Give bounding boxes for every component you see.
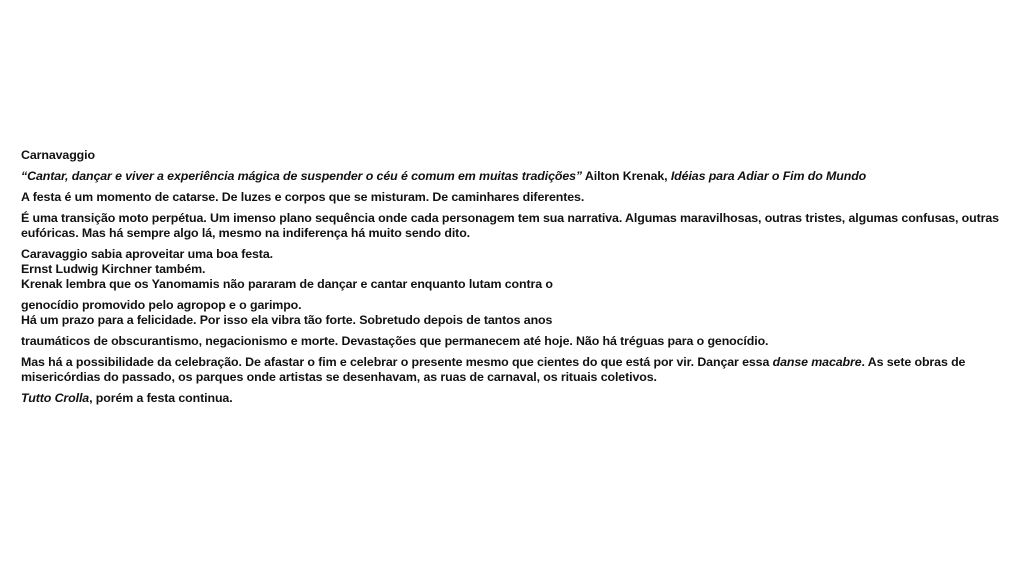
paragraph-4-line-2: Há um prazo para a felicidade. Por isso ela vibra tão forte. Sobretudo depois de tantos anos bbox=[21, 313, 553, 327]
paragraph-4-line-1: genocídio promovido pelo agropop e o garimpo. bbox=[21, 298, 302, 312]
epigraph-quote: “Cantar, dançar e viver a experiência mágica de suspender o céu é comum em muitas tradições” bbox=[21, 169, 583, 183]
paragraph-3 bbox=[21, 247, 1006, 292]
paragraph-7-emphasis: Tutto Crolla bbox=[21, 391, 90, 405]
paragraph-7: Tutto Crolla, porém a festa continua. bbox=[21, 391, 233, 405]
paragraph-5: traumáticos de obscurantismo, negacionismo e morte. Devastações que permanecem até hoje. Não há tréguas para o genocídio. bbox=[21, 334, 769, 348]
paragraph-6-emphasis: danse macabre bbox=[772, 355, 862, 369]
document-body bbox=[21, 148, 1006, 412]
paragraph-3-line-1: Caravaggio sabia aproveitar uma boa festa. bbox=[21, 247, 273, 261]
epigraph-author: Ailton Krenak, bbox=[582, 169, 671, 183]
epigraph bbox=[21, 169, 1006, 184]
paragraph-3-line-3: Krenak lembra que os Yanomamis não pararam de dançar e cantar enquanto lutam contra o bbox=[21, 277, 553, 291]
document-title: Carnavaggio bbox=[21, 148, 95, 162]
paragraph-6: Mas há a possibilidade da celebração. De afastar o fim e celebrar o presente mesmo que cientes do que está por vir. Dançar essa danse macabre. As sete obras de misericórdias do passado, os parques onde artistas se desenhavam, as ruas de carnaval, os rituais coletivos. bbox=[21, 355, 966, 384]
paragraph-1: A festa é um momento de catarse. De luzes e corpos que se misturam. De caminhares diferentes. bbox=[21, 190, 585, 204]
paragraph-2: É uma transição moto perpétua. Um imenso plano sequência onde cada personagem tem sua narrativa. Algumas maravilhosas, outras tristes, algumas confusas, outras eufóricas. Mas há sempre algo lá, mesmo na indiferença há muito sendo dito. bbox=[21, 211, 999, 240]
paragraph-3-line-2: Ernst Ludwig Kirchner também. bbox=[21, 262, 206, 276]
epigraph-book: Idéias para Adiar o Fim do Mundo bbox=[670, 169, 867, 183]
paragraph-4 bbox=[21, 298, 1006, 328]
